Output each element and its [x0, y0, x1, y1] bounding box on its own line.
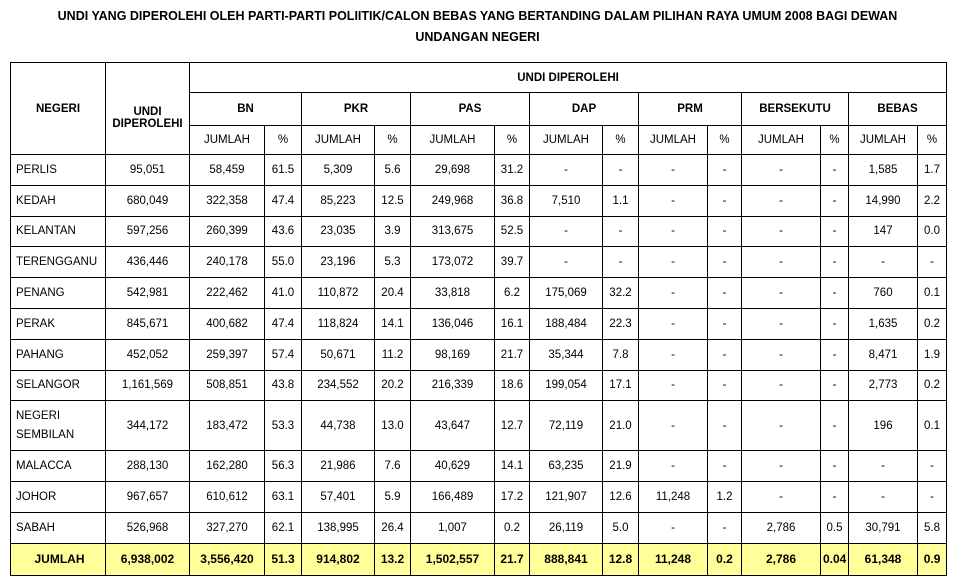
cell-jumlah: 147: [849, 216, 918, 247]
cell-jumlah: -: [639, 401, 708, 451]
cell-percent: 5.0: [603, 512, 639, 543]
header-votes-line1: UNDI: [133, 105, 162, 118]
title-line-1: UNDI YANG DIPEROLEHI OLEH PARTI-PARTI POLIITIK/CALON BEBAS YANG BERTANDING DALAM PILIHAN RAYA UMUM 2008 BAGI DEWAN: [57, 9, 898, 23]
cell-jumlah: 260,399: [190, 216, 265, 247]
cell-percent: 0.2: [708, 543, 742, 575]
header-jumlah: JUMLAH: [530, 126, 603, 155]
cell-percent: 5.8: [918, 512, 947, 543]
cell-jumlah: 14,990: [849, 185, 918, 216]
cell-state: SELANGOR: [11, 370, 106, 401]
cell-percent: -: [918, 482, 947, 513]
header-party-pas: PAS: [411, 93, 530, 126]
cell-percent: 13.0: [375, 401, 411, 451]
header-votes: [106, 63, 190, 155]
cell-jumlah: 44,738: [302, 401, 375, 451]
cell-percent: 57.4: [265, 339, 302, 370]
header-jumlah: JUMLAH: [190, 126, 265, 155]
cell-percent: 1.2: [708, 482, 742, 513]
cell-jumlah: -: [639, 216, 708, 247]
cell-jumlah: 57,401: [302, 482, 375, 513]
cell-jumlah: -: [530, 247, 603, 278]
cell-percent: -: [821, 370, 849, 401]
cell-percent: 51.3: [265, 543, 302, 575]
cell-jumlah: 5,309: [302, 155, 375, 186]
cell-percent: 20.2: [375, 370, 411, 401]
cell-percent: -: [821, 278, 849, 309]
cell-percent: 17.1: [603, 370, 639, 401]
cell-percent: 3.9: [375, 216, 411, 247]
table-row: [11, 339, 947, 370]
header-party-bersekutu: BERSEKUTU: [742, 93, 849, 126]
header-percent: %: [603, 126, 639, 155]
results-table: [10, 62, 947, 576]
cell-percent: 7.6: [375, 451, 411, 482]
cell-jumlah: 136,046: [411, 308, 495, 339]
cell-jumlah: 610,612: [190, 482, 265, 513]
cell-jumlah: -: [742, 247, 821, 278]
cell-jumlah: 43,647: [411, 401, 495, 451]
cell-percent: -: [708, 401, 742, 451]
table-row: [11, 370, 947, 401]
cell-jumlah: 259,397: [190, 339, 265, 370]
cell-jumlah: 400,682: [190, 308, 265, 339]
cell-jumlah: -: [530, 216, 603, 247]
table-body: [11, 155, 947, 576]
cell-jumlah: 173,072: [411, 247, 495, 278]
cell-jumlah: 7,510: [530, 185, 603, 216]
cell-jumlah: 188,484: [530, 308, 603, 339]
cell-percent: 32.2: [603, 278, 639, 309]
cell-jumlah: 50,671: [302, 339, 375, 370]
cell-jumlah: -: [742, 401, 821, 451]
cell-jumlah: 162,280: [190, 451, 265, 482]
cell-votes: 1,161,569: [106, 370, 190, 401]
cell-jumlah: 234,552: [302, 370, 375, 401]
header-percent: %: [265, 126, 302, 155]
header-party-prm: PRM: [639, 93, 742, 126]
cell-state: KELANTAN: [11, 216, 106, 247]
cell-percent: 14.1: [375, 308, 411, 339]
cell-jumlah: 166,489: [411, 482, 495, 513]
header-jumlah: JUMLAH: [411, 126, 495, 155]
cell-percent: 5.6: [375, 155, 411, 186]
cell-percent: -: [918, 451, 947, 482]
cell-jumlah: -: [639, 155, 708, 186]
header-percent: %: [375, 126, 411, 155]
cell-votes: 526,968: [106, 512, 190, 543]
cell-state: NEGERI SEMBILAN: [11, 401, 106, 451]
cell-percent: -: [708, 451, 742, 482]
title-line-2: UNDANGAN NEGERI: [415, 30, 540, 44]
cell-state: TERENGGANU: [11, 247, 106, 278]
cell-state: SABAH: [11, 512, 106, 543]
cell-votes: 967,657: [106, 482, 190, 513]
cell-jumlah: 58,459: [190, 155, 265, 186]
cell-jumlah: -: [742, 155, 821, 186]
table-row: [11, 278, 947, 309]
cell-jumlah: 61,348: [849, 543, 918, 575]
cell-percent: 14.1: [495, 451, 530, 482]
cell-jumlah: 11,248: [639, 482, 708, 513]
cell-percent: 11.2: [375, 339, 411, 370]
cell-votes: 288,130: [106, 451, 190, 482]
cell-percent: 1.7: [918, 155, 947, 186]
cell-percent: -: [918, 247, 947, 278]
header-state: NEGERI: [11, 63, 106, 155]
cell-percent: 41.0: [265, 278, 302, 309]
cell-percent: 1.9: [918, 339, 947, 370]
cell-percent: -: [821, 247, 849, 278]
cell-jumlah: 508,851: [190, 370, 265, 401]
cell-jumlah: 1,007: [411, 512, 495, 543]
cell-jumlah: 322,358: [190, 185, 265, 216]
cell-percent: 31.2: [495, 155, 530, 186]
cell-jumlah: 8,471: [849, 339, 918, 370]
header-jumlah: JUMLAH: [849, 126, 918, 155]
cell-jumlah: 29,698: [411, 155, 495, 186]
cell-percent: 0.2: [918, 308, 947, 339]
header-percent: %: [821, 126, 849, 155]
header-percent: %: [918, 126, 947, 155]
cell-percent: 62.1: [265, 512, 302, 543]
cell-jumlah: 240,178: [190, 247, 265, 278]
header-jumlah: JUMLAH: [639, 126, 708, 155]
page-title: [0, 6, 955, 48]
cell-percent: 0.2: [918, 370, 947, 401]
cell-jumlah: 40,629: [411, 451, 495, 482]
cell-jumlah: 760: [849, 278, 918, 309]
cell-percent: -: [821, 482, 849, 513]
cell-jumlah: 888,841: [530, 543, 603, 575]
cell-state: PENANG: [11, 278, 106, 309]
cell-percent: -: [821, 185, 849, 216]
cell-percent: 0.5: [821, 512, 849, 543]
cell-jumlah: 216,339: [411, 370, 495, 401]
cell-percent: 0.9: [918, 543, 947, 575]
total-row: [11, 543, 947, 575]
cell-jumlah: -: [742, 185, 821, 216]
cell-jumlah: 23,035: [302, 216, 375, 247]
cell-jumlah: 30,791: [849, 512, 918, 543]
cell-jumlah: 3,556,420: [190, 543, 265, 575]
cell-percent: 13.2: [375, 543, 411, 575]
cell-percent: 21.7: [495, 543, 530, 575]
cell-jumlah: 1,635: [849, 308, 918, 339]
cell-jumlah: 914,802: [302, 543, 375, 575]
cell-percent: 2.2: [918, 185, 947, 216]
cell-percent: 22.3: [603, 308, 639, 339]
cell-jumlah: 23,196: [302, 247, 375, 278]
cell-jumlah: -: [639, 370, 708, 401]
cell-jumlah: 183,472: [190, 401, 265, 451]
cell-jumlah: 313,675: [411, 216, 495, 247]
cell-jumlah: -: [639, 451, 708, 482]
cell-percent: 52.5: [495, 216, 530, 247]
cell-percent: -: [821, 339, 849, 370]
cell-percent: -: [708, 185, 742, 216]
cell-percent: -: [708, 512, 742, 543]
cell-votes: 436,446: [106, 247, 190, 278]
cell-percent: 63.1: [265, 482, 302, 513]
cell-jumlah: 249,968: [411, 185, 495, 216]
table-row: [11, 247, 947, 278]
cell-jumlah: 118,824: [302, 308, 375, 339]
cell-jumlah: -: [849, 247, 918, 278]
cell-jumlah: 33,818: [411, 278, 495, 309]
cell-jumlah: 199,054: [530, 370, 603, 401]
cell-percent: 36.8: [495, 185, 530, 216]
cell-percent: 17.2: [495, 482, 530, 513]
cell-percent: 56.3: [265, 451, 302, 482]
cell-jumlah: 121,907: [530, 482, 603, 513]
cell-percent: -: [821, 155, 849, 186]
cell-jumlah: -: [849, 482, 918, 513]
cell-jumlah: 1,502,557: [411, 543, 495, 575]
cell-percent: -: [708, 155, 742, 186]
cell-percent: -: [708, 278, 742, 309]
cell-jumlah: 2,786: [742, 543, 821, 575]
cell-jumlah: -: [742, 278, 821, 309]
cell-votes: 597,256: [106, 216, 190, 247]
cell-percent: 39.7: [495, 247, 530, 278]
cell-jumlah: 35,344: [530, 339, 603, 370]
cell-percent: -: [821, 308, 849, 339]
cell-jumlah: 63,235: [530, 451, 603, 482]
cell-percent: 20.4: [375, 278, 411, 309]
header-percent: %: [708, 126, 742, 155]
header-party-bn: BN: [190, 93, 302, 126]
cell-percent: 12.8: [603, 543, 639, 575]
cell-state: JOHOR: [11, 482, 106, 513]
header-votes-line2: DIPEROLEHI: [112, 117, 183, 130]
cell-jumlah: 2,786: [742, 512, 821, 543]
cell-state: PERAK: [11, 308, 106, 339]
cell-jumlah: 138,995: [302, 512, 375, 543]
cell-jumlah: 327,270: [190, 512, 265, 543]
results-table-container: [10, 62, 947, 576]
cell-percent: -: [603, 216, 639, 247]
cell-jumlah: 2,773: [849, 370, 918, 401]
cell-percent: 26.4: [375, 512, 411, 543]
cell-percent: 43.6: [265, 216, 302, 247]
cell-votes: 95,051: [106, 155, 190, 186]
cell-percent: -: [708, 370, 742, 401]
cell-percent: 5.3: [375, 247, 411, 278]
cell-state: KEDAH: [11, 185, 106, 216]
cell-jumlah: 110,872: [302, 278, 375, 309]
cell-percent: 47.4: [265, 185, 302, 216]
cell-votes: 452,052: [106, 339, 190, 370]
cell-percent: -: [708, 216, 742, 247]
cell-percent: -: [708, 247, 742, 278]
cell-percent: 5.9: [375, 482, 411, 513]
cell-votes: 344,172: [106, 401, 190, 451]
cell-jumlah: -: [742, 308, 821, 339]
cell-jumlah: 21,986: [302, 451, 375, 482]
cell-state: MALACCA: [11, 451, 106, 482]
table-row: [11, 451, 947, 482]
cell-jumlah: 26,119: [530, 512, 603, 543]
cell-percent: 43.8: [265, 370, 302, 401]
cell-votes: 542,981: [106, 278, 190, 309]
cell-jumlah: -: [639, 339, 708, 370]
cell-state: PAHANG: [11, 339, 106, 370]
cell-jumlah: -: [742, 451, 821, 482]
table-row: [11, 155, 947, 186]
cell-percent: 0.1: [918, 278, 947, 309]
cell-percent: 0.1: [918, 401, 947, 451]
cell-percent: 0.2: [495, 512, 530, 543]
cell-jumlah: -: [849, 451, 918, 482]
cell-percent: -: [603, 247, 639, 278]
cell-state: JUMLAH: [11, 543, 106, 575]
header-party-bebas: BEBAS: [849, 93, 947, 126]
cell-votes: 845,671: [106, 308, 190, 339]
cell-jumlah: 72,119: [530, 401, 603, 451]
cell-jumlah: -: [742, 370, 821, 401]
cell-jumlah: -: [639, 185, 708, 216]
table-row: [11, 216, 947, 247]
cell-percent: 0.0: [918, 216, 947, 247]
header-party-pkr: PKR: [302, 93, 411, 126]
cell-jumlah: 1,585: [849, 155, 918, 186]
table-row: [11, 401, 947, 451]
table-row: [11, 185, 947, 216]
cell-jumlah: 196: [849, 401, 918, 451]
cell-votes: 6,938,002: [106, 543, 190, 575]
cell-jumlah: -: [742, 216, 821, 247]
header-party-dap: DAP: [530, 93, 639, 126]
cell-percent: 21.7: [495, 339, 530, 370]
cell-percent: 6.2: [495, 278, 530, 309]
cell-percent: 12.6: [603, 482, 639, 513]
cell-percent: 16.1: [495, 308, 530, 339]
cell-jumlah: -: [639, 278, 708, 309]
cell-percent: -: [821, 401, 849, 451]
cell-percent: 1.1: [603, 185, 639, 216]
cell-jumlah: 11,248: [639, 543, 708, 575]
table-row: [11, 482, 947, 513]
header-jumlah: JUMLAH: [742, 126, 821, 155]
cell-percent: 47.4: [265, 308, 302, 339]
cell-jumlah: -: [742, 339, 821, 370]
cell-jumlah: 175,069: [530, 278, 603, 309]
cell-percent: 12.7: [495, 401, 530, 451]
cell-percent: 21.0: [603, 401, 639, 451]
cell-votes: 680,049: [106, 185, 190, 216]
cell-jumlah: -: [639, 308, 708, 339]
cell-percent: -: [821, 216, 849, 247]
cell-percent: 7.8: [603, 339, 639, 370]
cell-percent: 12.5: [375, 185, 411, 216]
cell-percent: -: [821, 451, 849, 482]
cell-percent: 18.6: [495, 370, 530, 401]
cell-percent: -: [708, 308, 742, 339]
header-percent: %: [495, 126, 530, 155]
cell-jumlah: 222,462: [190, 278, 265, 309]
cell-jumlah: -: [639, 512, 708, 543]
cell-jumlah: 85,223: [302, 185, 375, 216]
cell-percent: 21.9: [603, 451, 639, 482]
table-row: [11, 512, 947, 543]
cell-jumlah: -: [530, 155, 603, 186]
cell-jumlah: -: [639, 247, 708, 278]
cell-percent: -: [603, 155, 639, 186]
cell-percent: 0.04: [821, 543, 849, 575]
cell-percent: -: [708, 339, 742, 370]
table-row: [11, 308, 947, 339]
header-group: UNDI DIPEROLEHI: [190, 63, 947, 93]
cell-percent: 55.0: [265, 247, 302, 278]
cell-jumlah: -: [742, 482, 821, 513]
cell-state: PERLIS: [11, 155, 106, 186]
cell-percent: 61.5: [265, 155, 302, 186]
header-jumlah: JUMLAH: [302, 126, 375, 155]
cell-jumlah: 98,169: [411, 339, 495, 370]
cell-percent: 53.3: [265, 401, 302, 451]
